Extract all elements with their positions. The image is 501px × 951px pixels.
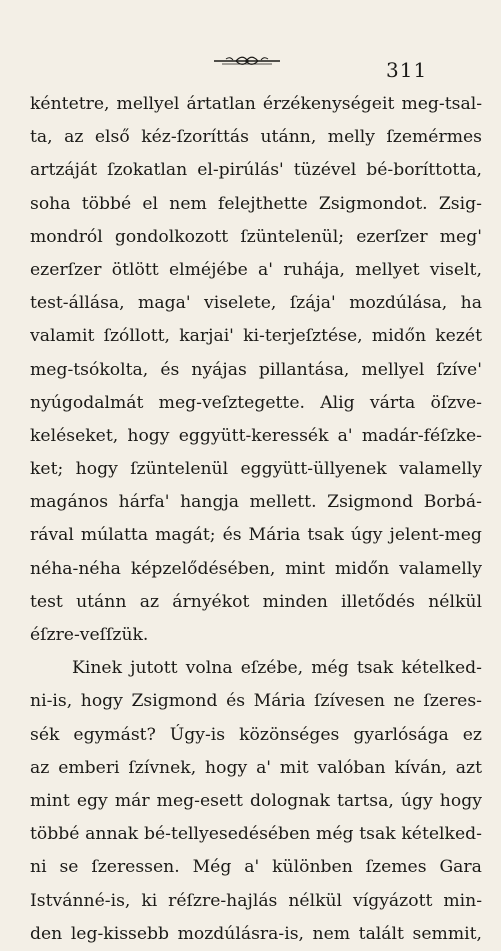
- ornament-icon: [212, 52, 282, 70]
- text-line: magános hárfa' hangja mellett. Zsigmond Borbá-: [30, 492, 482, 513]
- text-line: ket; hogy ſzüntelenül eggyütt-üllyenek valamelly: [30, 459, 482, 480]
- text-line: ni-is, hogy Zsigmond és Mária ſzívesen ne ſzeres-: [30, 691, 482, 712]
- text-line: néha-néha képzelődésében, mint midőn valamelly: [30, 558, 482, 579]
- text-line: test utánn az árnyékot minden illetődés nélkül: [30, 591, 482, 612]
- text-line: Kinek jutott volna eſzébe, még tsak kételked-: [72, 658, 482, 679]
- text-line: mint egy már meg-esett dolognak tartsa, úgy hogy: [30, 790, 482, 811]
- text-line: mondról gondolkozott ſzüntelenül; ezerſzer meg': [30, 226, 482, 247]
- text-line: kéntetre, mellyel ártatlan érzékenységeit meg-tsal-: [30, 94, 482, 114]
- text-line: sék egymást? Úgy-is közönséges gyarlósága ez: [30, 724, 482, 745]
- text-line: artzáját ſzokatlan el-pirúlás' tüzével bé-boríttotta,: [30, 160, 482, 181]
- text-line: éſzre-veſſzük.: [30, 625, 149, 645]
- text-line: den leg-kissebb mozdúlásra-is, nem talált semmit,: [30, 923, 482, 944]
- text-line: ezerſzer ötlött elméjébe a' ruhája, mellyet viselt,: [30, 259, 482, 280]
- text-line: meg-tsókolta, és nyájas pillantása, mellyel ſzíve': [30, 359, 482, 380]
- body-text: [30, 88, 482, 951]
- text-line: az emberi ſzívnek, hogy a' mit valóban kíván, azt: [30, 757, 482, 778]
- text-line: test-állása, maga' viselete, ſzája' mozdúlása, ha: [30, 293, 482, 314]
- text-line: valamit ſzóllott, karjai' ki-terjeſztése, midőn kezét: [30, 326, 482, 347]
- text-line: többé annak bé-tellyesedésében még tsak kételked-: [30, 824, 482, 845]
- text-line: nyúgodalmát meg-veſztegette. Alig várta öſzve-: [30, 392, 482, 413]
- text-line: rával múlatta magát; és Mária tsak úgy jelent-meg: [30, 525, 482, 546]
- text-line: Istvánné-is, ki réſzre-hajlás nélkül vígyázott min-: [30, 890, 482, 911]
- page-number: 311: [386, 58, 428, 82]
- text-line: soha többé el nem felejthette Zsigmondot. Zsig-: [30, 193, 482, 214]
- text-line: keléseket, hogy eggyütt-keressék a' madár-féſzke-: [30, 425, 482, 446]
- text-line: ni se ſzeressen. Még a' különben ſzemes Gara: [30, 857, 482, 878]
- text-line: ta, az első kéz-ſzoríttás utánn, melly ſzemérmes: [30, 127, 482, 148]
